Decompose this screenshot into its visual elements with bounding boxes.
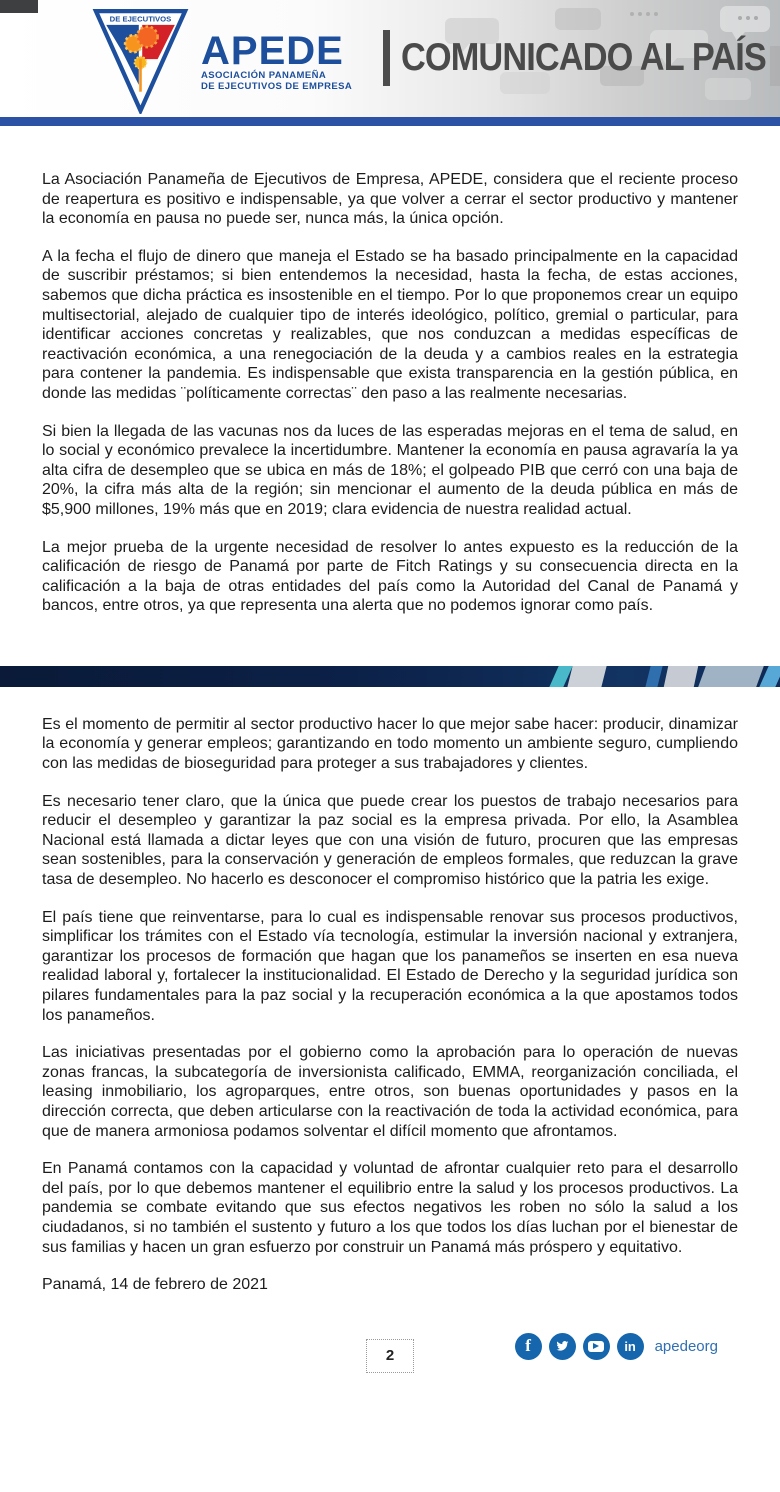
youtube-icon[interactable] xyxy=(583,1333,610,1360)
page-number: 2 xyxy=(385,1347,395,1365)
corner-mark xyxy=(0,0,38,13)
header-banner xyxy=(0,0,780,117)
document-title: COMUNICADO AL PAÍS xyxy=(401,36,766,79)
apede-org-line1: ASOCIACIÓN PANAMEÑA xyxy=(201,70,327,81)
page-separator-band xyxy=(0,666,780,687)
apede-logo xyxy=(88,6,352,114)
paragraph: El país tiene que reinventarse, para lo cual es indispensable renovar sus procesos productivos, simplificar los trámites con el Estado vía tecnología, estimular la inversión nacional y extranjera, garantizar los procesos de formación que hagan que los panameños se inserten en esa nueva realidad laboral y, fortalecer la institucionalidad. El Estado de Derecho y la seguridad jurídica son pilares fundamentales para la paz social y la recuperación económica a la que apostamos todos los panameños. xyxy=(42,908,738,1024)
document-title-block xyxy=(383,30,780,86)
band-shape xyxy=(664,666,698,687)
twitter-bird-glyph xyxy=(555,1339,570,1353)
paragraph: A la fecha el flujo de dinero que maneja el Estado se ha basado principalmente en la capacidad de suscribir préstamos; si bien entendemos la necesidad, hasta la fecha, de estas acciones, sabemos que dicha práctica es insostenible en el tiempo. Por lo que proponemos crear un equipo multisectorial, alejado de cualquier tipo de interés ideológico, político, gremial o particular, para identificar acciones concretas y realizables, que nos conduzcan a medidas específicas de reactivación económica, a una renegociación de la deuda y a cambios reales en la estrategia para contener la pandemia. Es indispensable que exista transparencia en la gestión pública, en donde las medidas ¨políticamente correctas¨ den paso a las realmente necesarias. xyxy=(42,247,738,402)
youtube-play-glyph xyxy=(588,1341,604,1352)
paragraph: La Asociación Panameña de Ejecutivos de Empresa, APEDE, considera que el reciente proceso de reapertura es positivo e indispensable, ya que volver a cerrar el sector productivo y mantener la economía en pausa no puede ser, nunca más, la única opción. xyxy=(42,171,738,228)
paragraph: Es necesario tener claro, que la única que puede crear los puestos de trabajo necesarios para reducir el desempleo y garantizar la paz social es la empresa privada. Por ello, la Asamblea Nacional está llamada a dictar leyes que con una visión de futuro, procuren que las empresas sean sostenibles, para la conservación y generación de empleos formales, que reduzcan la grave tasa de desempleo. No hacerlo es desconocer el compromiso histórico que la patria les exige. xyxy=(42,792,738,889)
apede-logo-text xyxy=(201,29,353,92)
twitter-icon[interactable] xyxy=(549,1333,576,1360)
band-shape xyxy=(567,666,606,687)
apede-org-line2: DE EJECUTIVOS DE EMPRESA xyxy=(201,81,353,92)
paragraph: Las iniciativas presentadas por el gobierno como la aprobación para lo operación de nuevas zonas francas, la subcategoría de inversionista calificado, EMMA, reorganización conciliada, el leasing inmobiliario, los agroparques, entre otros, son buenas oportunidades y pasos en la dirección correcta, que deben articularse con la reactivación de toda la actividad económica, para que de manera armoniosa podamos solventar el difícil momento que afrontamos. xyxy=(42,1044,738,1140)
apede-pennant-icon xyxy=(88,6,193,114)
paragraph: Si bien la llegada de las vacunas nos da luces de las esperadas mejoras en el tema de salud, en lo social y económico prevalece la incertidumbre. Mantener la economía en pausa agravaría la ya alta cifra de desempleo que se ubica en más de 18%; el golpeado PIB que cerró con una baja de 20%, la cifra más alta de la región; sin mencionar el aumento de la deuda pública en más de $5,900 millones, 19% más que en 2019; clara evidencia de nuestra realidad actual. xyxy=(42,422,738,518)
page1-body xyxy=(0,170,780,616)
band-shape xyxy=(718,666,740,687)
linkedin-icon[interactable]: in xyxy=(617,1333,644,1360)
paragraph: La mejor prueba de la urgente necesidad de resolver lo antes expuesto es la reducción de la calificación de riesgo de Panamá por parte de Fitch Ratings y su consecuencia directa en la calificación a la baja de otras entidades del país como la Autoridad del Canal de Panamá y bancos, entre otros, ya que representa una alerta que no podemos ignorar como país. xyxy=(42,538,738,615)
band-shape xyxy=(645,666,662,687)
dateline: Panamá, 14 de febrero de 2021 xyxy=(42,1276,268,1294)
paragraph: En Panamá contamos con la capacidad y voluntad de afrontar cualquier reto para el desarrollo del país, por lo que debemos mantener el equilibrio entre la salud y los procesos productivos. La pandemia se combate evitando que sus efectos negativos les roben no sólo la salud a los ciudadanos, si no también el sustento y futuro a los que todos los días luchan por el bienestar de sus familias y hacen un gran esfuerzo por construir un Panamá más próspero y equitativo. xyxy=(42,1160,738,1256)
social-handle: apedeorg xyxy=(654,1337,718,1355)
paragraph: Es el momento de permitir al sector productivo hacer lo que mejor sabe hacer: producir, dinamizar la economía y generar empleos; garantizando en todo momento un ambiente seguro, cumpliendo con las medidas de bioseguridad para proteger a sus trabajadores y clientes. xyxy=(42,715,738,773)
svg-text:DE EJECUTIVOS: DE EJECUTIVOS xyxy=(109,14,172,24)
apede-acronym: APEDE xyxy=(201,29,344,73)
facebook-icon[interactable]: f xyxy=(515,1333,542,1360)
social-links xyxy=(515,1333,718,1360)
header-accent-bar xyxy=(0,117,780,126)
page2-body xyxy=(0,715,780,1295)
page-footer xyxy=(0,1313,780,1403)
page-number-box xyxy=(366,1339,414,1373)
